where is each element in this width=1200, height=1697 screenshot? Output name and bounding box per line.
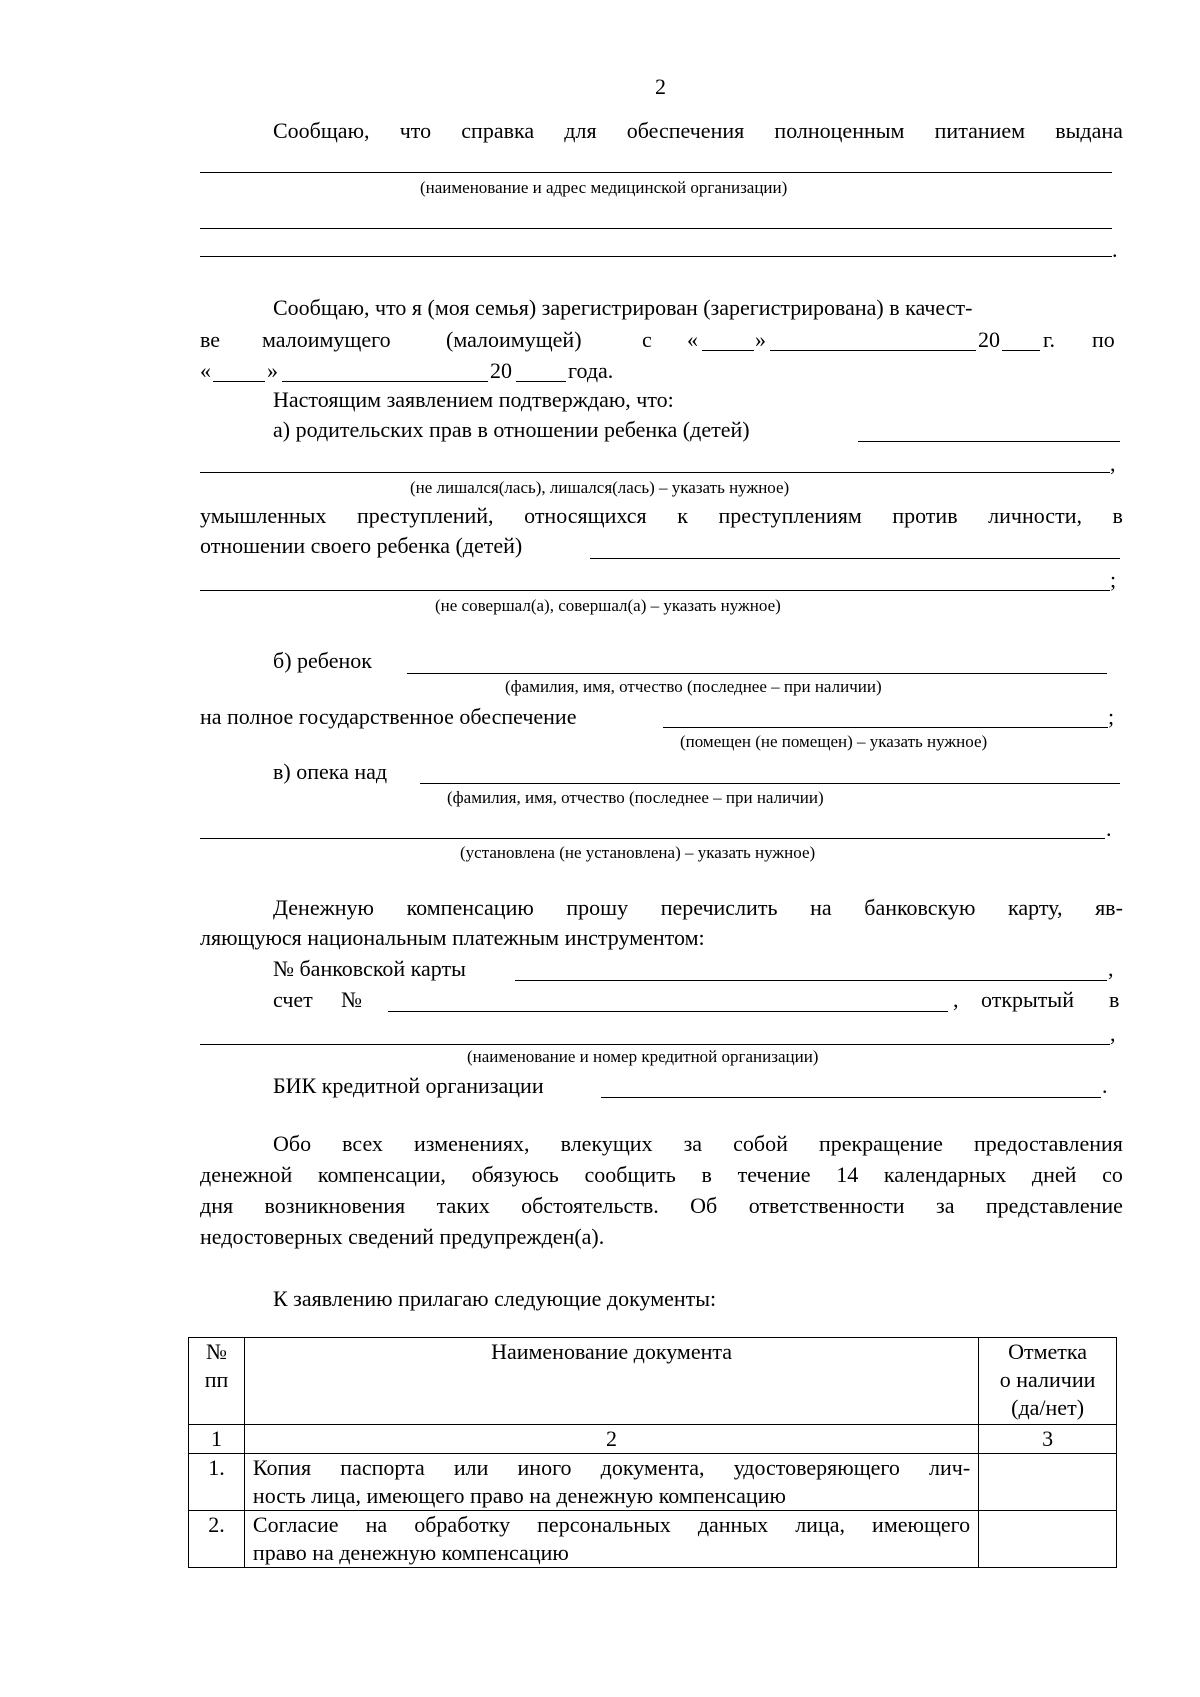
table-row: 1. Копия паспорта или иного документа, удостоверяющего лич- ность лица, имеющего право на денежную компенсацию <box>189 1454 1117 1511</box>
bank-org-caption: (наименование и номер кредитной организации) <box>467 1047 819 1066</box>
guardianship-status-caption: (установлена (не установлена) – указать нужное) <box>460 843 816 862</box>
bank-org-field[interactable] <box>200 1044 1110 1045</box>
crimes-caption: (не совершал(а), совершал(а) – указать нужное) <box>435 596 781 615</box>
guardianship-name-field[interactable] <box>420 783 1120 784</box>
notice-line-2: денежной компенсации, обязуюсь сообщить в течение 14 календарных дней со <box>200 1162 1123 1187</box>
document-page: 2 Сообщаю, что справка для обеспечения полноценным питанием выдана (наименование и адрес медицинской организации) . Сообщаю, что я (моя семья) зарегистрирован (зарегистрирована) в качест- ве малоимущего (малоимущей) с « » 20 г. по « » 20 года. Настоящим заявлением подтверждаю, что: а) родительских прав в отношении ребенка (детей) , (не лишался(лась), лишался(лась) – указать нужное) умышленных преступлений, относящихся к преступлениям против личности, в отношении своего ребенка (детей) ; (не совершал(а), совершал(а) – указать нужное) б) ребенок (фамилия, имя, отчество (последнее – при наличии) на полное государственное обеспечение ; (помещен (не помещен) – указать нужное) в) опека над (фамилия, имя, отчество (последнее – при наличии) . (установлена (не установлена) – указать нужное) Денежную компенсацию прошу перечислить на банковскую карту, яв- ляющуюся национальным платежным инструментом: № банковской карты , счет № , открытый в , (наименование и номер кредитной организации) БИК кредитной организации . Обо всех изменениях, влекущих за собой прекращение предоставления денежной компенсации, обязуюсь сообщить в течение 14 календарных дней со дня возникновения таких обстоятельств. Об ответственности за представление недостоверных сведений предупрежден(а). К заявлению прилагаю следующие документы: № пп Наименование документа Отметка о наличии (да/нет) 1 2 3 1. Копия паспорта или иного документа, удостоверяющего лич- ность лица, имеющего право на денежную компенсацию 2. Согласие на обработку персональных данных лица, имеющего право на денежную компенсацию <box>0 0 1200 1697</box>
from-month-field[interactable] <box>770 350 976 351</box>
child-name-field[interactable] <box>407 673 1107 674</box>
account-label: счет <box>273 987 313 1012</box>
med-org-name-field[interactable] <box>200 172 1112 173</box>
header-name: Наименование документа <box>244 1338 978 1425</box>
med-org-address-field-2[interactable] <box>200 256 1112 257</box>
crimes-field-2[interactable] <box>200 590 1110 591</box>
doc-mark-cell[interactable] <box>979 1454 1117 1511</box>
card-number-field[interactable] <box>515 980 1107 981</box>
doc-name-cell: Согласие на обработку персональных данных лица, имеющего право на денежную компенсацию <box>244 1511 978 1568</box>
bank-statement: Денежную компенсацию прошу перечислить на банковскую карту, яв- <box>273 895 1123 920</box>
page-number: 2 <box>655 74 666 99</box>
guardianship-status-field[interactable] <box>200 838 1105 839</box>
parental-rights-label: а) родительских прав в отношении ребенка (детей) <box>273 417 750 442</box>
notice-line-1: Обо всех изменениях, влекущих за собой прекращение предоставления <box>273 1131 1123 1156</box>
confirm-intro: Настоящим заявлением подтверждаю, что: <box>273 387 674 412</box>
crimes-statement: умышленных преступлений, относящихся к преступлениям против личности, в <box>200 503 1123 528</box>
crimes-field[interactable] <box>590 558 1120 559</box>
doc-name-cell: Копия паспорта или иного документа, удостоверяющего лич- ность лица, имеющего право на денежную компенсацию <box>244 1454 978 1511</box>
to-month-field[interactable] <box>282 381 488 382</box>
card-label: № банковской карты <box>273 956 466 981</box>
from-year-field[interactable] <box>1002 350 1040 351</box>
state-care-field[interactable] <box>663 727 1108 728</box>
documents-table <box>188 1337 1117 1568</box>
guardianship-name-caption: (фамилия, имя, отчество (последнее – при наличии) <box>447 788 824 807</box>
to-year-field[interactable] <box>516 381 566 382</box>
bik-label: БИК кредитной организации <box>273 1073 544 1098</box>
account-number-field[interactable] <box>388 1011 948 1012</box>
notice-line-3: дня возникновения таких обстоятельств. Об ответственности за представление <box>200 1193 1123 1218</box>
med-org-statement: Сообщаю, что справка для обеспечения полноценным питанием выдана <box>273 118 1123 143</box>
table-header-row <box>189 1338 1117 1425</box>
med-org-end: . <box>1112 237 1118 262</box>
med-org-caption: (наименование и адрес медицинской организации) <box>420 178 788 197</box>
parental-rights-field-2[interactable] <box>200 472 1110 473</box>
from-day-field[interactable] <box>702 350 754 351</box>
low-income-statement: Сообщаю, что я (моя семья) зарегистрирован (зарегистрирована) в качест- <box>273 295 973 320</box>
bik-field[interactable] <box>601 1097 1101 1098</box>
header-mark: Отметка о наличии (да/нет) <box>979 1338 1117 1425</box>
notice-line-4: недостоверных сведений предупрежден(а). <box>200 1224 605 1249</box>
guardianship-label: в) опека над <box>273 759 388 784</box>
to-day-field[interactable] <box>213 381 265 382</box>
header-num: № пп <box>189 1338 245 1425</box>
state-care-caption: (помещен (не помещен) – указать нужное) <box>680 732 988 751</box>
table-row: 2. Согласие на обработку персональных данных лица, имеющего право на денежную компенсацию <box>189 1511 1117 1568</box>
med-org-address-field[interactable] <box>200 228 1112 229</box>
parental-rights-caption: (не лишался(лась), лишался(лась) – указать нужное) <box>410 478 790 497</box>
attachments-intro: К заявлению прилагаю следующие документы: <box>273 1286 717 1311</box>
child-label: б) ребенок <box>273 648 372 673</box>
doc-mark-cell[interactable] <box>979 1511 1117 1568</box>
table-index-row: 1 2 3 <box>189 1425 1117 1454</box>
parental-rights-field[interactable] <box>858 441 1120 442</box>
child-name-caption: (фамилия, имя, отчество (последнее – при наличии) <box>505 677 882 696</box>
